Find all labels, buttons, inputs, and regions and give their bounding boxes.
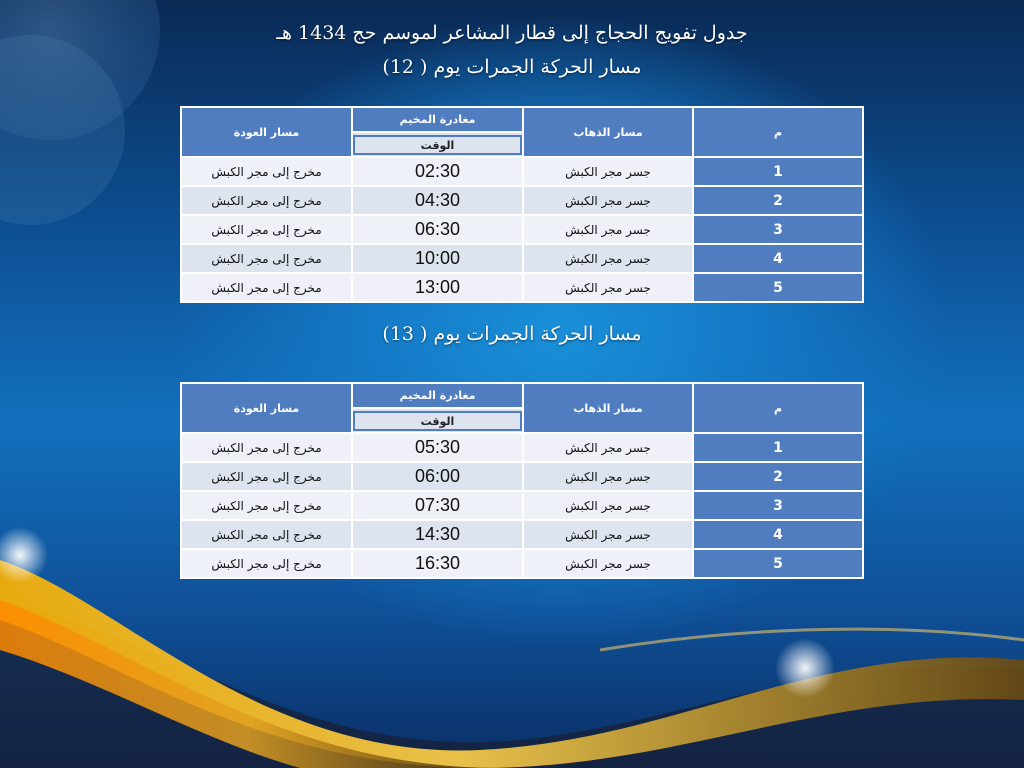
row-number: 1 (693, 157, 863, 186)
table-row (181, 520, 863, 549)
going-route-cell: جسر مجر الكبش (523, 186, 693, 215)
going-route-cell: جسر مجر الكبش (523, 433, 693, 462)
header-return-route: مسار العودة (181, 107, 352, 157)
return-route-cell: مخرج إلى مجر الكبش (181, 244, 352, 273)
time-cell: 06:00 (352, 462, 523, 491)
schedule-table-day-12 (180, 106, 864, 303)
time-cell: 04:30 (352, 186, 523, 215)
table-row (181, 491, 863, 520)
time-cell: 02:30 (352, 157, 523, 186)
table-row (181, 244, 863, 273)
return-route-cell: مخرج إلى مجر الكبش (181, 462, 352, 491)
time-cell: 16:30 (352, 549, 523, 578)
header-time (352, 132, 523, 157)
row-number: 1 (693, 433, 863, 462)
time-cell: 10:00 (352, 244, 523, 273)
row-number: 5 (693, 273, 863, 302)
row-number: 3 (693, 215, 863, 244)
row-number: 3 (693, 491, 863, 520)
header-going-route: مسار الذهاب (523, 383, 693, 433)
going-route-cell: جسر مجر الكبش (523, 273, 693, 302)
going-route-cell: جسر مجر الكبش (523, 491, 693, 520)
header-going-route: مسار الذهاب (523, 107, 693, 157)
going-route-cell: جسر مجر الكبش (523, 215, 693, 244)
return-route-cell: مخرج إلى مجر الكبش (181, 186, 352, 215)
return-route-cell: مخرج إلى مجر الكبش (181, 157, 352, 186)
header-camp-departure: مغادرة المخيم (352, 383, 523, 408)
header-return-route: مسار العودة (181, 383, 352, 433)
going-route-cell: جسر مجر الكبش (523, 520, 693, 549)
table-row (181, 157, 863, 186)
time-cell: 06:30 (352, 215, 523, 244)
time-cell: 14:30 (352, 520, 523, 549)
section-title-day-12: مسار الحركة الجمرات يوم ( 12) (382, 56, 642, 78)
time-cell: 13:00 (352, 273, 523, 302)
row-number: 4 (693, 244, 863, 273)
header-time (352, 408, 523, 433)
header-time-label: الوقت (353, 411, 522, 431)
going-route-cell: جسر مجر الكبش (523, 157, 693, 186)
table-row (181, 273, 863, 302)
schedule-table-day-13 (180, 382, 864, 579)
return-route-cell: مخرج إلى مجر الكبش (181, 433, 352, 462)
section-title-day-13: مسار الحركة الجمرات يوم ( 13) (382, 323, 642, 345)
header-time-label: الوقت (353, 135, 522, 155)
page-title: جدول تفويج الحجاج إلى قطار المشاعر لموسم حج 1434 هـ (276, 22, 748, 44)
going-route-cell: جسر مجر الكبش (523, 549, 693, 578)
row-number: 4 (693, 520, 863, 549)
return-route-cell: مخرج إلى مجر الكبش (181, 215, 352, 244)
row-number: 5 (693, 549, 863, 578)
header-camp-departure: مغادرة المخيم (352, 107, 523, 132)
return-route-cell: مخرج إلى مجر الكبش (181, 273, 352, 302)
table-row (181, 186, 863, 215)
return-route-cell: مخرج إلى مجر الكبش (181, 549, 352, 578)
table-row (181, 215, 863, 244)
row-number: 2 (693, 462, 863, 491)
row-number: 2 (693, 186, 863, 215)
return-route-cell: مخرج إلى مجر الكبش (181, 520, 352, 549)
header-num: م (693, 383, 863, 433)
going-route-cell: جسر مجر الكبش (523, 244, 693, 273)
table-row (181, 549, 863, 578)
time-cell: 05:30 (352, 433, 523, 462)
table-row (181, 462, 863, 491)
header-num: م (693, 107, 863, 157)
going-route-cell: جسر مجر الكبش (523, 462, 693, 491)
table-row (181, 433, 863, 462)
return-route-cell: مخرج إلى مجر الكبش (181, 491, 352, 520)
time-cell: 07:30 (352, 491, 523, 520)
